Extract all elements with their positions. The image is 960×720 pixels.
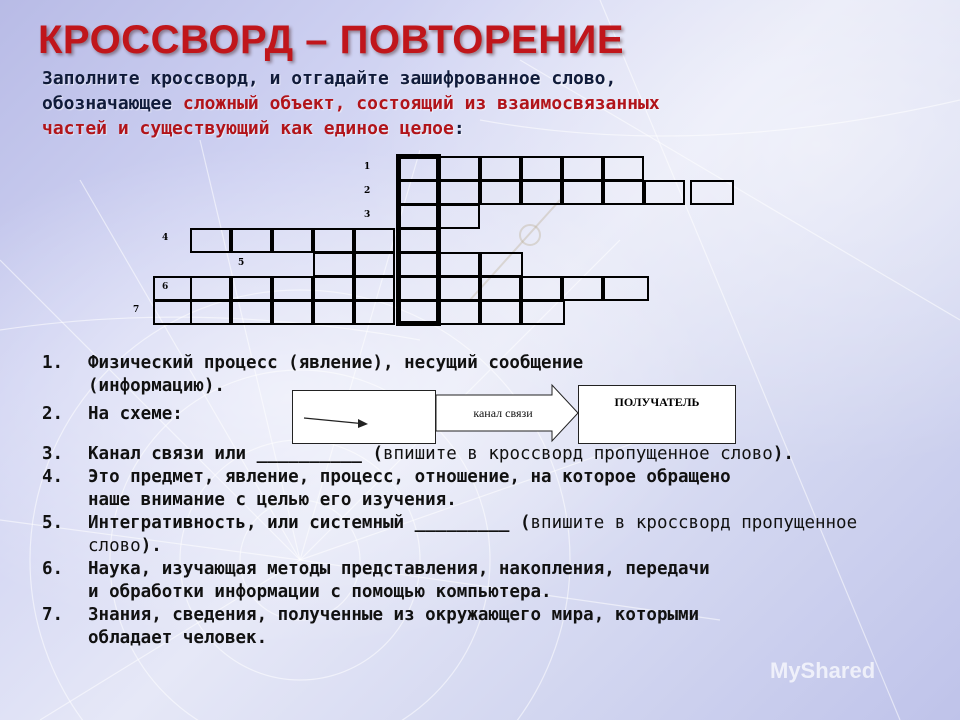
receiver-box: ПОЛУЧАТЕЛЬ [578,385,736,444]
clue-number: 3. [42,444,64,464]
clue-text: Физический процесс (явление), несущий сообщение [88,353,584,373]
instruction-line-3-suffix: : [453,118,465,139]
clue-text: Наука, изучающая методы представления, накопления, передачи [88,559,710,579]
row-number-3: 3 [364,210,371,220]
clue-hint: впишите в кроссворд пропущенное слово [383,444,773,464]
instruction-line-2-emphasis: сложный объект, состоящий из взаимосвязанных [182,93,660,114]
clue-number: 4. [42,467,64,487]
clue-number: 7. [42,605,64,625]
clue-number: 5. [42,513,64,533]
clue-text: (информацию). [88,376,225,396]
clue-text: Канал связи или __________ ( [88,444,384,464]
instruction-line-1: Заполните кроссворд, и отгадайте зашифрованное слово, [42,68,617,89]
clue-number: 2. [42,404,64,424]
page-title: КРОССВОРД – ПОВТОРЕНИЕ [38,18,625,62]
instruction-line-2-prefix: обозначающее [42,93,183,114]
row-number-4: 4 [162,233,169,243]
clue-text: Интегративность, или системный _________ ( [88,513,531,533]
clue-text: и обработки информации с помощью компьютера. [88,582,552,602]
clue-text: Это предмет, явление, процесс, отношение, на которое обращено [88,467,731,487]
row-number-5: 5 [238,258,245,268]
clue-text-end: ). [140,536,162,556]
row-number-6: 6 [162,282,169,292]
clue-text: наше внимание с целью его изучения. [88,490,457,510]
row-number-2: 2 [364,186,371,196]
watermark-text: MyShared [770,658,876,683]
clue-hint: впишите в кроссворд пропущенное слово [88,513,858,556]
clue-text-end: ). [772,444,794,464]
clue-text: На схеме: [88,404,183,424]
clue-number: 1. [42,353,64,373]
channel-label: канал связи [473,406,533,420]
clue-text: обладает человек. [88,628,268,648]
row-number-1: 1 [364,162,371,172]
clue-number: 6. [42,559,64,579]
instruction-line-3-emphasis: частей и существующий как единое целое [42,118,454,139]
row-number-7: 7 [133,305,140,315]
clue-text: Знания, сведения, полученные из окружающего мира, которыми [88,605,700,625]
